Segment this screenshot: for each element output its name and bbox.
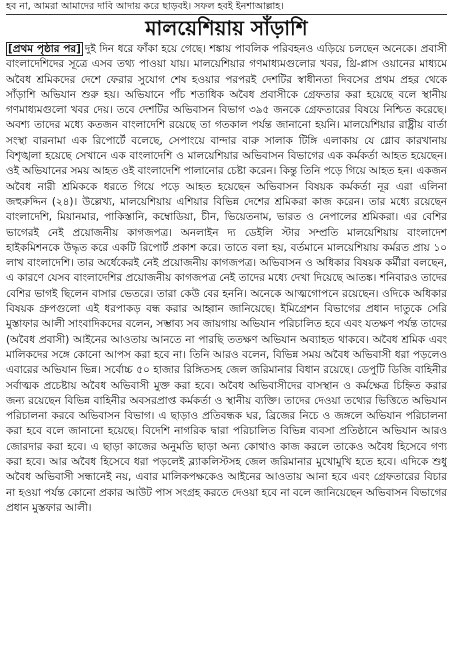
article-body [6, 42, 447, 642]
continuation-tag: [প্রথম পৃষ্ঠার পর] [8, 43, 81, 55]
paragraph-text: দুই দিন ধরে ফাঁকা হয়ে গেছে। শঙ্কায় পাবলিক পরিবহনও এড়িয়ে চলছেন অনেকে। প্রবাসী বাংলাদেশিদের সূত্রে এসব তথ্য পাওয়া যায়। মালয়েশিয়ার গণমাধ্যমগুলোর খবর, থ্রি-প্লাস ওয়ানের মাধ্যমে অবৈধ শ্রমিকদের দেশে ফেরার সুযোগ শেষ হওয়ার পরপরই দেশটির স্বাধীনতা দিবসের প্রথম প্রহর থেকে সাঁড়াশি অভিযান শুরু হয়। অভিযানে পাঁচ শতাধিক অবৈধ প্রবাসীকে গ্রেফতার করা হয়েছে বলে স্থানীয় গণমাধ্যমগুলো খবর দেয়। তবে দেশটির অভিবাসন বিভাগ ৩৯৫ জনকে গ্রেফতারের বিষয়ে নিশ্চিত করেছে। অবশ্য তাদের মধ্যে কতজন বাংলাদেশি রয়েছে তা গতকাল পর্যন্ত জানানো হয়নি। মালয়েশিয়ার রাষ্ট্রীয় বার্তা সংস্থা বারনামা এক রিপোর্টে বলেছে, সেপাংয়ে বান্দার বারু সালাক টিঙ্গি এলাকায় যে গ্লোব কারখানায় বিশৃঙ্খলা হয়েছে সেখানে এক বাংলাদেশি ও মালয়েশিয়ার অভিবাসন বিভাগের এক কর্মকর্তা আহত হয়েছেন। ওই অভিযানের সময় আহত ওই বাংলাদেশি পালানোর চেষ্টা করেন। কিন্তু তিনি পড়ে গিয়ে আহত হন। একজন অবৈধ নারী শ্রমিককে ধরতে গিয়ে পড়ে আহত হয়েছেন অভিবাসন বিষয়ক কর্মকর্তা নূর এরা এলিনা জহুরুদ্দিন (২৪)। উল্লেখ্য, মালয়েশিয়ায় এশিয়ার বিভিন্ন দেশের শ্রমিকরা কাজ করেন। তার মধ্যে রয়েছেন বাংলাদেশি, মিয়ানমার, পাকিস্তানি, কম্বোডিয়া, চীন, ভিয়েতনাম, ভারত ও নেপালের শ্রমিকরা। এর বেশির ভাগেরই নেই প্রয়োজনীয় কাগজপত্র। অনলাইন দ্য ডেইলি স্টার সম্প্রতি মালয়েশিয়ায় বাংলাদেশ হাইকমিশনকে উদ্ধৃত করে একটি রিপোর্ট প্রকাশ করে। তাতে বলা হয়, বর্তমানে মালয়েশিয়ায় কর্মরত প্রায় ১০ লাখ বাংলাদেশি। তার অর্ধেকেরই নেই প্রয়োজনীয় কাগজপত্র। অভিবাসন ও অধিকার বিষয়ক কর্মীরা বলছেন, এ কারণে যেসব বাংলাদেশির প্রয়োজনীয় কাগজপত্র নেই তাদের মধ্যে দেখা দিয়েছে আতঙ্ক। শনিবারও তাদের বেশির ভাগই ছিলেন বাসার ভেতরে। তারা কেউ বের হননি। অনেকে আত্মগোপনে রয়েছেন। ওদিকে অধিকার বিষয়ক গ্রুপগুলো এই ধরপাকড় বন্ধ করার আহ্বান জানিয়েছে। ইমিগ্রেশন বিভাগের প্রধান দাতুকে সেরি মুস্তাফার আলী সাংবাদিকদের বলেন, সম্ভাব্য সব জায়গায় অভিযান পরিচালিত হবে এবং যতক্ষণ পর্যন্ত তাদের (অবৈধ প্রবাসী) আইনের আওতায় আনতে না পারছি ততক্ষণ অভিযান অব্যাহত থাকবে। অবৈধ শ্রমিক এবং মালিকদের সঙ্গে কোনো আপস করা হবে না। তিনি আরও বলেন, বিভিন্ন সময় অবৈধ অভিবাসী ধরা পড়লেও এবারের অভিযান ভিন্ন। সর্বোচ্চ ৫০ হাজার রিঙ্গিতসহ জেল জরিমানার বিধান রয়েছে। ডেপুটি ডিজি বাহিনীর সর্বাত্মক প্রচেষ্টায় অবৈধ অভিবাসী মুক্ত করা হবে। অবৈধ অভিবাসীদের বাসস্থান ও কর্মক্ষেত্র চিহ্নিত করার জন্য রয়েছেন বিভিন্ন বাহিনীর অবসরপ্রাপ্ত কর্মকর্তা ও স্থানীয় ব্যক্তি। তাদের দেওয়া তথ্যের ভিত্তিতে অভিযান পরিচালনা করবে অভিবাসন বিভাগ। এ ছাড়াও প্রতিবন্ধক ঘর, ব্রিজের নিচে ও জঙ্গলে অভিযান পরিচালনা করা হবে বলে জানানো হয়েছে। বিদেশি নাগরিক দ্বারা পরিচালিত বিভিন্ন ব্যবসা প্রতিষ্ঠানে অভিযান আরও জোরদার করা হবে। এ ছাড়া কাজের অনুমতি ছাড়া অন্য কোথাও কাজ করলে তাকেও অবৈধ হিসেবে গণ্য করা হবে। আর অবৈধ হিসেবে ধরা পড়লেই ব্ল্যাকলিস্টসহ জেল জরিমানার মুখোমুখি হতে হবে। এদিকে শুধু অবৈধ অভিবাসী সন্ধানেই নয়, এবার মালিকপক্ষকেও আইনের আওতায় আনা হবে এবং গ্রেফতারের বিচার না হওয়া পর্যন্ত কোনো প্রকার আউট পাস সংগ্রহ করতে দেওয়া হবে না বলে জানিয়েছেন অভিবাসন বিভাগের প্রধান মুস্তফার আলী। [6, 43, 447, 514]
preceding-article-tail: হব না, আমরা আমাদের দাবি আদায় করে ছাড়বই। সফল হবই ইনশাআল্লাহ। [6, 1, 284, 12]
article-paragraph [6, 42, 447, 516]
headline: মালয়েশিয়ায় সাঁড়াশি [145, 16, 308, 40]
